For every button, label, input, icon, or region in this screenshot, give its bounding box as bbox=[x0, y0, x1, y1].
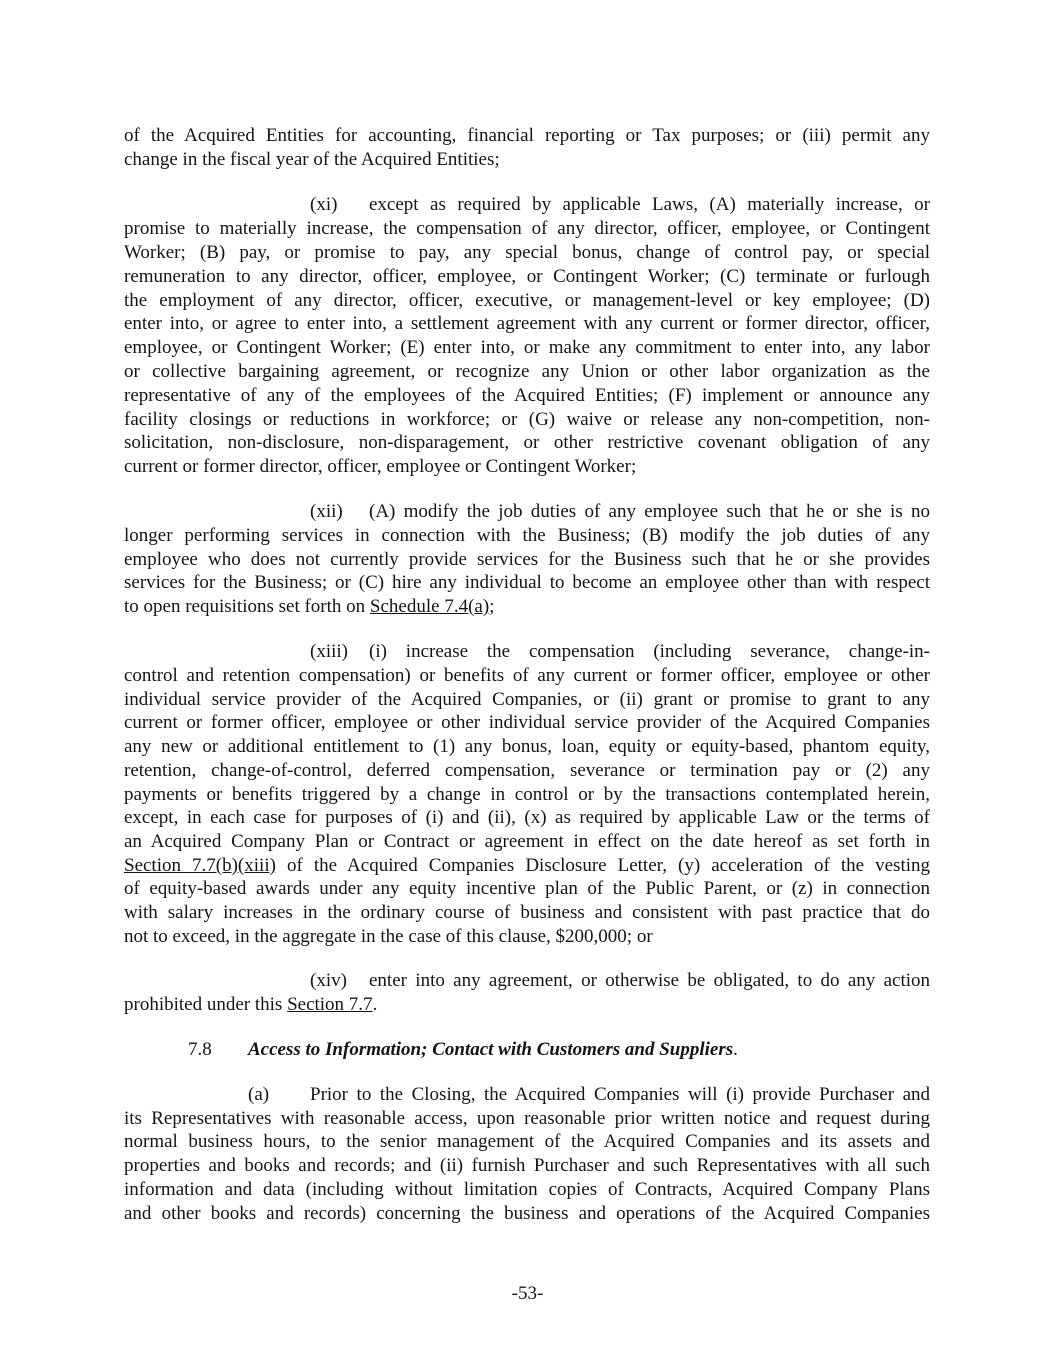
text-line: its Representatives with reasonable access, upon reasonable prior written notice and request during bbox=[124, 1108, 930, 1129]
text-line: current or former officer, employee or other individual service provider of the Acquired Companies bbox=[124, 712, 930, 733]
clause-tag: (xii) bbox=[310, 501, 343, 522]
section-number: 7.8 bbox=[188, 1039, 212, 1060]
text-line: of equity-based awards under any equity incentive plan of the Public Parent, or (z) in connection bbox=[124, 878, 930, 899]
text: (i) increase the compensation (including severance, change-in- bbox=[369, 641, 930, 662]
text-line: remuneration to any director, officer, employee, or Contingent Worker; (C) terminate or furlough bbox=[124, 266, 930, 287]
text-line: employee, or Contingent Worker; (E) enter into, or make any commitment to enter into, any labor bbox=[124, 337, 930, 358]
text: (A) modify the job duties of any employee such that he or she is no bbox=[369, 501, 930, 522]
page-number: -53- bbox=[511, 1283, 544, 1304]
text-line: Worker; (B) pay, or promise to pay, any special bonus, change of control pay, or special bbox=[124, 242, 930, 263]
text-line: services for the Business; or (C) hire any individual to become an employee other than with respect bbox=[124, 572, 930, 593]
text-line: properties and books and records; and (ii) furnish Purchaser and such Representatives with all such bbox=[124, 1155, 930, 1176]
section-title: Access to Information; Contact with Customers and Suppliers bbox=[248, 1039, 734, 1060]
clause-a-first-line bbox=[248, 1083, 930, 1107]
text-line: information and data (including without limitation copies of Contracts, Acquired Company Plans bbox=[124, 1179, 930, 1200]
text: enter into any agreement, or otherwise be obligated, to do any action bbox=[369, 970, 930, 991]
text: prohibited under this bbox=[124, 994, 288, 1015]
clause-tag: (xiv) bbox=[310, 970, 347, 991]
text-line: promise to materially increase, the compensation of any director, officer, employee, or Contingent bbox=[124, 218, 930, 239]
text-line: the employment of any director, officer, executive, or management-level or key employee; (D) bbox=[124, 290, 930, 311]
text-line bbox=[124, 595, 930, 619]
clause-xi-first-line bbox=[310, 193, 930, 217]
text-line: facility closings or reductions in workforce; or (G) waive or release any non-competition, non- bbox=[124, 409, 930, 430]
text: ; bbox=[489, 596, 495, 617]
text-line: of the Acquired Entities for accounting, financial reporting or Tax purposes; or (iii) permit any bbox=[124, 125, 930, 146]
section-7-7-b-xiii-link[interactable]: Section 7.7(b)(xiii) bbox=[124, 855, 276, 876]
text-line: representative of any of the employees of the Acquired Entities; (F) implement or announce any bbox=[124, 385, 930, 406]
schedule-7-4a-link[interactable]: Schedule 7.4(a) bbox=[369, 596, 490, 617]
text-line: solicitation, non-disclosure, non-disparagement, or other restrictive covenant obligation of any bbox=[124, 432, 930, 453]
section-7-7-link[interactable]: Section 7.7 bbox=[287, 994, 373, 1015]
clause-xiii-first-line bbox=[310, 640, 930, 664]
text-line: except, in each case for purposes of (i) and (ii), (x) as required by applicable Law or the terms of bbox=[124, 807, 930, 828]
text-line: any new or additional entitlement to (1) any bonus, loan, equity or equity-based, phantom equity, bbox=[124, 736, 930, 757]
text-line: an Acquired Company Plan or Contract or agreement in effect on the date hereof as set forth in bbox=[124, 831, 930, 852]
text-line: longer performing services in connection with the Business; (B) modify the job duties of any bbox=[124, 525, 930, 546]
text-line bbox=[124, 854, 930, 878]
text-line: or collective bargaining agreement, or recognize any Union or other labor organization as the bbox=[124, 361, 930, 382]
text-line: and other books and records) concerning the business and operations of the Acquired Companies bbox=[124, 1203, 930, 1224]
text-line: change in the fiscal year of the Acquired Entities; bbox=[124, 149, 500, 170]
clause-tag: (a) bbox=[248, 1084, 270, 1105]
section-heading bbox=[248, 1038, 738, 1062]
text-line: control and retention compensation) or benefits of any current or former officer, employee or other bbox=[124, 665, 930, 686]
text: Prior to the Closing, the Acquired Companies will (i) provide Purchaser and bbox=[310, 1084, 930, 1105]
text-line: normal business hours, to the senior management of the Acquired Companies and its assets and bbox=[124, 1131, 930, 1152]
text: to open requisitions set forth on bbox=[124, 596, 370, 617]
text-line bbox=[124, 993, 930, 1017]
text-line: current or former director, officer, employee or Contingent Worker; bbox=[124, 456, 637, 477]
clause-tag: (xiii) bbox=[310, 641, 348, 662]
text-line: individual service provider of the Acquired Companies, or (ii) grant or promise to grant to any bbox=[124, 689, 930, 710]
text: of the Acquired Companies Disclosure Letter, (y) acceleration of the vesting bbox=[275, 855, 931, 876]
text-line: with salary increases in the ordinary course of business and consistent with past practice that do bbox=[124, 902, 930, 923]
text-line: not to exceed, in the aggregate in the case of this clause, $200,000; or bbox=[124, 926, 653, 947]
text: . bbox=[372, 994, 378, 1015]
text-line: employee who does not currently provide services for the Business such that he or she provides bbox=[124, 549, 930, 570]
clause-xiv-first-line bbox=[310, 969, 930, 993]
clause-xii-first-line bbox=[310, 500, 930, 524]
text: . bbox=[733, 1039, 738, 1060]
text-line: retention, change-of-control, deferred compensation, severance or termination pay or (2) any bbox=[124, 760, 930, 781]
text-line: payments or benefits triggered by a change in control or by the transactions contemplated herein, bbox=[124, 784, 930, 805]
text-line: enter into, or agree to enter into, a settlement agreement with any current or former director, officer, bbox=[124, 313, 930, 334]
clause-tag: (xi) bbox=[310, 194, 338, 215]
text: except as required by applicable Laws, (A) materially increase, or bbox=[369, 194, 930, 215]
